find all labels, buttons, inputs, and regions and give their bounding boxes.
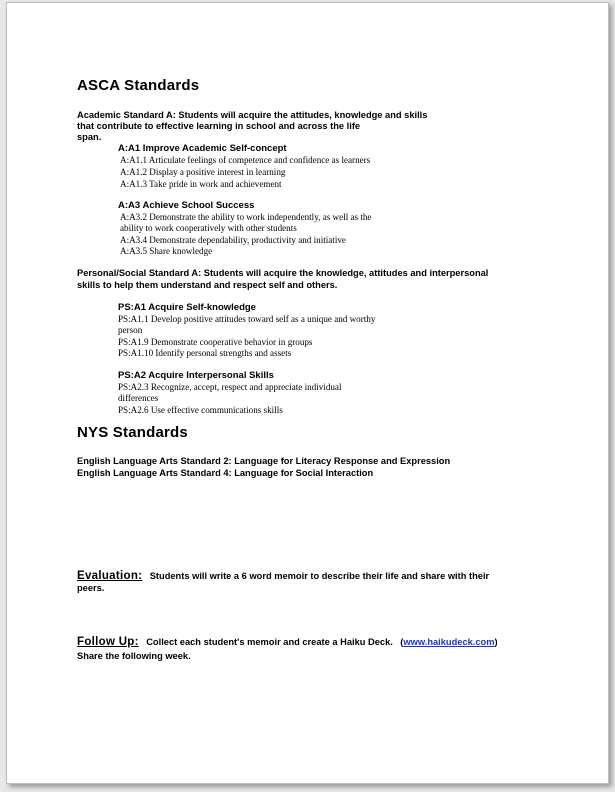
a3-item-1: A:A3.2 Demonstrate the ability to work independently, as well as the bbox=[120, 212, 372, 222]
psa2-title: PS:A2 Acquire Interpersonal Skills bbox=[118, 370, 274, 381]
follow-up-label: Follow Up: bbox=[77, 636, 139, 648]
a3-item-3: A:A3.4 Demonstrate dependability, productivity and initiative bbox=[120, 235, 346, 245]
a1-item-1: A:A1.1 Articulate feelings of competence and confidence as learners bbox=[120, 155, 371, 165]
psa1-item-2: person bbox=[118, 325, 143, 335]
a3-title: A:A3 Achieve School Success bbox=[118, 200, 255, 211]
academic-intro-line-1: Academic Standard A: Students will acquire the attitudes, knowledge and skills bbox=[77, 110, 428, 120]
a1-item-3: A:A1.3 Take pride in work and achievement bbox=[120, 179, 282, 189]
follow-up-line-1 bbox=[77, 632, 498, 650]
psa2-item-2: differences bbox=[118, 393, 159, 403]
haikudeck-link[interactable]: www.haikudeck.com bbox=[403, 637, 495, 647]
a1-title: A:A1 Improve Academic Self-concept bbox=[118, 143, 287, 154]
personal-intro-line-2: skills to help them understand and respect self and others. bbox=[77, 280, 338, 290]
evaluation-label: Evaluation: bbox=[77, 570, 143, 582]
psa1-item-3: PS:A1.9 Demonstrate cooperative behavior in groups bbox=[118, 337, 313, 347]
nys-line-2: English Language Arts Standard 4: Language for Social Interaction bbox=[77, 468, 374, 478]
follow-up-link-close: ) bbox=[494, 637, 498, 647]
nys-line-1: English Language Arts Standard 2: Language for Literacy Response and Expression bbox=[77, 456, 451, 466]
evaluation-line-1 bbox=[77, 566, 489, 584]
psa1-item-1: PS:A1.1 Develop positive attitudes toward self as a unique and worthy bbox=[118, 314, 376, 324]
psa1-title: PS:A1 Acquire Self-knowledge bbox=[118, 302, 256, 313]
nys-heading: NYS Standards bbox=[77, 424, 188, 441]
a1-item-2: A:A1.2 Display a positive interest in learning bbox=[120, 167, 286, 177]
a3-item-2: ability to work cooperatively with other students bbox=[120, 223, 297, 233]
follow-up-text-2: Share the following week. bbox=[77, 651, 191, 661]
a3-item-4: A:A3.5 Share knowledge bbox=[120, 246, 213, 256]
asca-heading: ASCA Standards bbox=[77, 77, 200, 94]
follow-up-text-1: Collect each student's memoir and create a Haiku Deck. bbox=[146, 637, 393, 647]
document-page bbox=[6, 2, 609, 784]
personal-intro-line-1: Personal/Social Standard A: Students will acquire the knowledge, attitudes and interpersonal bbox=[77, 268, 489, 278]
academic-intro-line-2: that contribute to effective learning in school and across the life bbox=[77, 121, 361, 131]
psa2-item-3: PS:A2.6 Use effective communications skills bbox=[118, 405, 283, 415]
psa1-item-4: PS:A1.10 Identify personal strengths and assets bbox=[118, 348, 292, 358]
follow-up-link-open: ( bbox=[400, 637, 404, 647]
psa2-item-1: PS:A2.3 Recognize, accept, respect and appreciate individual bbox=[118, 382, 342, 392]
evaluation-text-1: Students will write a 6 word memoir to describe their life and share with their bbox=[149, 571, 490, 581]
academic-intro-line-3: span. bbox=[77, 132, 102, 142]
evaluation-text-2: peers. bbox=[77, 583, 105, 593]
